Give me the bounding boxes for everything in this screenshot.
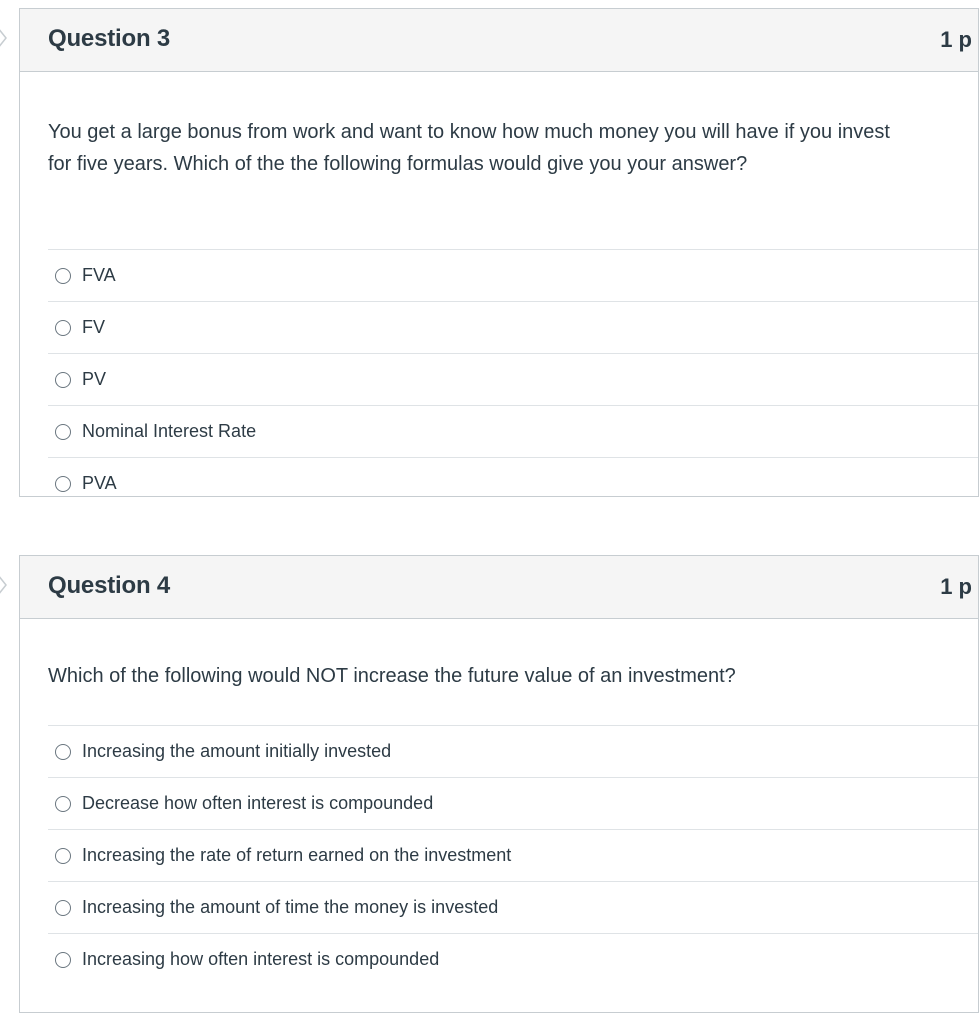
question-body (20, 619, 978, 985)
answer-option[interactable] (48, 458, 978, 509)
radio-button[interactable] (55, 900, 71, 916)
radio-button[interactable] (55, 372, 71, 388)
answer-option[interactable] (48, 726, 978, 778)
radio-button[interactable] (55, 424, 71, 440)
radio-button[interactable] (55, 796, 71, 812)
answer-list (48, 725, 978, 985)
answer-option[interactable] (48, 406, 978, 458)
question-4-card (19, 555, 979, 1013)
answer-label: Nominal Interest Rate (82, 421, 257, 441)
question-points: 1 p (940, 574, 972, 599)
answer-option[interactable] (48, 778, 978, 830)
answer-label: FVA (82, 265, 116, 285)
answer-label: PVA (82, 473, 117, 493)
answer-label: PV (82, 369, 107, 389)
answer-label: Decrease how often interest is compounded (82, 793, 434, 813)
radio-button[interactable] (55, 320, 71, 336)
answer-option[interactable] (48, 250, 978, 302)
question-title: Question 4 (48, 572, 171, 599)
answer-label: Increasing the amount of time the money is invested (82, 897, 499, 917)
radio-button[interactable] (55, 848, 71, 864)
answer-list (48, 249, 978, 509)
answer-label: Increasing how often interest is compounded (82, 949, 440, 969)
answer-option[interactable] (48, 354, 978, 406)
answer-option[interactable] (48, 882, 978, 934)
flag-question-icon[interactable] (0, 573, 10, 597)
answer-option[interactable] (48, 302, 978, 354)
question-header (20, 556, 978, 619)
answer-option[interactable] (48, 934, 978, 985)
answer-option[interactable] (48, 830, 978, 882)
answer-label: Increasing the amount initially invested (82, 741, 392, 761)
radio-button[interactable] (55, 744, 71, 760)
radio-button[interactable] (55, 476, 71, 492)
question-title: Question 3 (48, 25, 171, 52)
radio-button[interactable] (55, 268, 71, 284)
question-points: 1 p (940, 27, 972, 52)
question-3-card (19, 8, 979, 497)
question-header (20, 9, 978, 72)
question-text: You get a large bonus from work and want to know how much money you will have if you invest for five years. Which of the the following formulas would give you your answer? (48, 121, 890, 175)
question-body (20, 72, 978, 509)
question-text: Which of the following would NOT increase the future value of an investment? (48, 665, 736, 687)
radio-button[interactable] (55, 952, 71, 968)
flag-question-icon[interactable] (0, 26, 10, 50)
answer-label: FV (82, 317, 106, 337)
answer-label: Increasing the rate of return earned on the investment (82, 845, 512, 865)
